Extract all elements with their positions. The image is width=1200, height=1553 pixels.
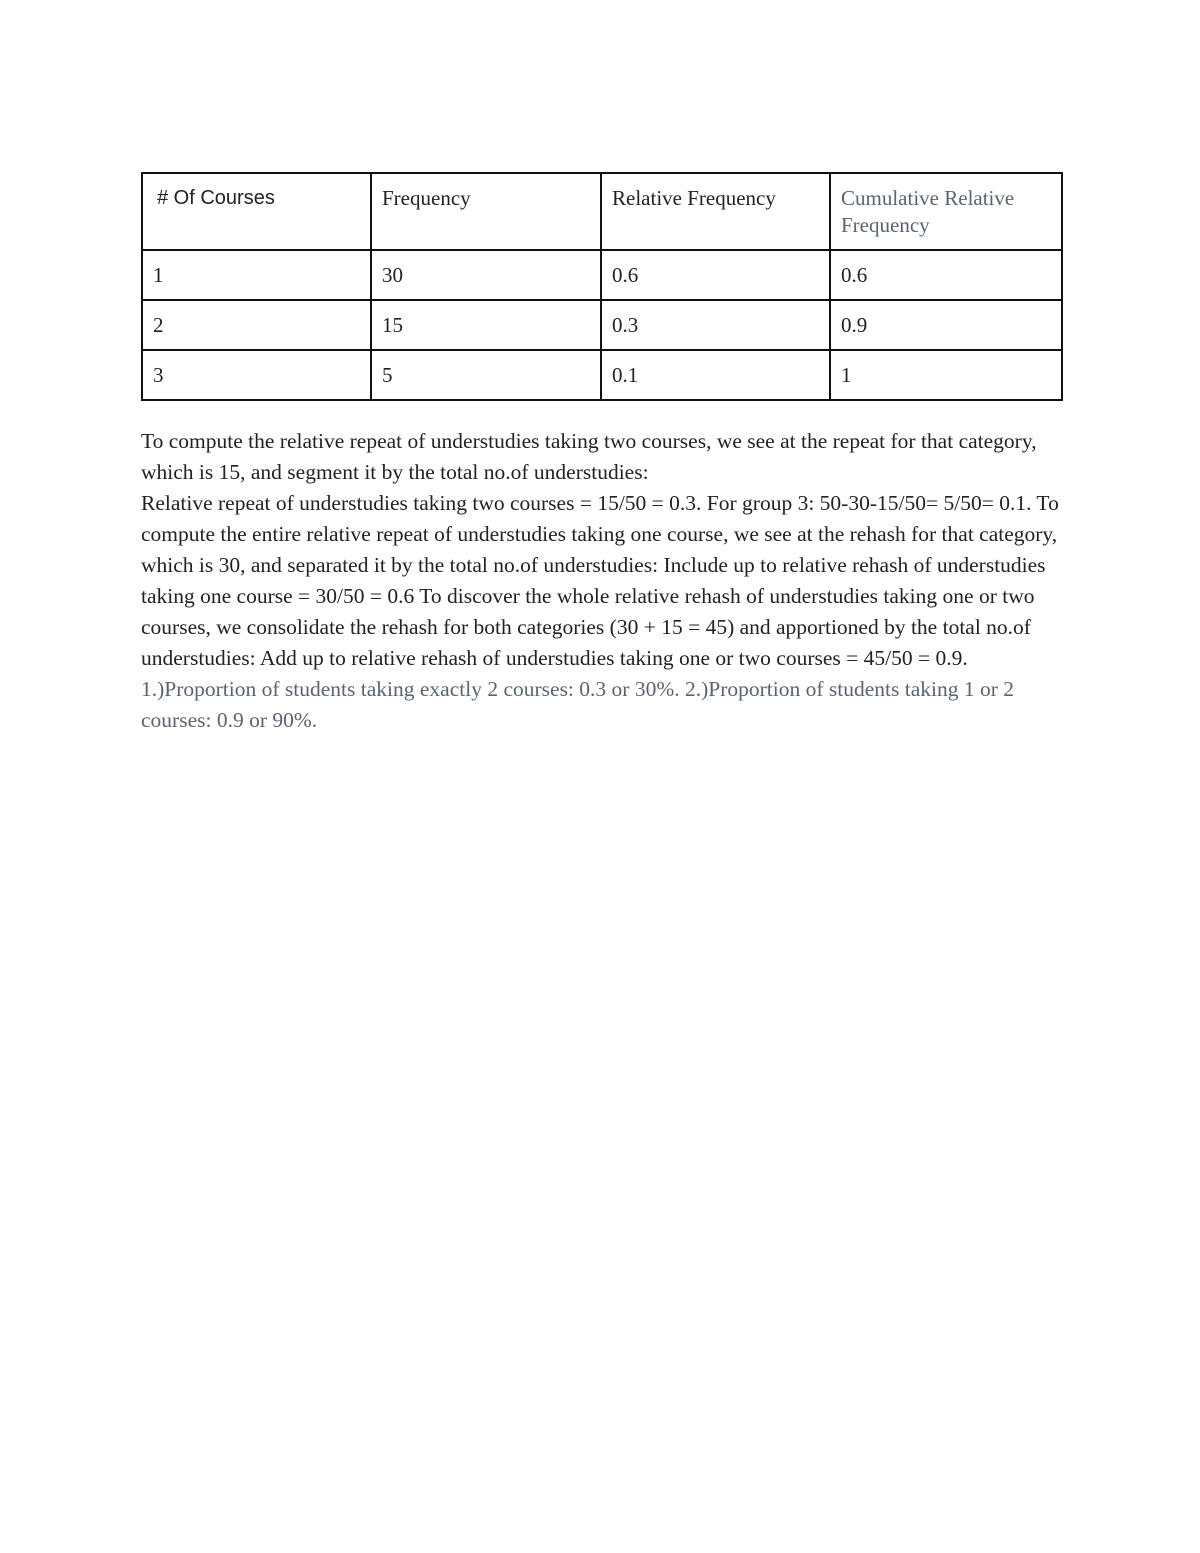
explanation-text [141, 426, 1066, 736]
table-cell: 1 [830, 350, 1062, 400]
header-courses: # Of Courses [142, 173, 371, 250]
table-row [142, 350, 1062, 400]
table-cell: 0.9 [830, 300, 1062, 350]
header-frequency: Frequency [371, 173, 601, 250]
table-cell: 0.3 [601, 300, 830, 350]
table-row [142, 300, 1062, 350]
explanation-paragraph-1: To compute the relative repeat of understudies taking two courses, we see at the repeat for that category, which is 15, and segment it by the total no.of understudies: [141, 429, 1037, 484]
table-cell: 0.1 [601, 350, 830, 400]
table-cell: 0.6 [830, 250, 1062, 300]
table-cell: 0.6 [601, 250, 830, 300]
table-cell: 5 [371, 350, 601, 400]
table-header-row [142, 173, 1062, 250]
header-cumulative-relative-frequency: Cumulative Relative Frequency [830, 173, 1062, 250]
explanation-body: Relative repeat of understudies taking two courses = 15/50 = 0.3. For group 3: 50-30-15/50= 5/50= 0.1. To compute the entire relative repeat of understudies taking one course, we see at the rehash for that category, which is 30, and separated it by the total no.of understudies: Include up to relative rehash of understudies taking one course = 30/50 = 0.6 To discover the whole relative rehash of understudies taking one or two courses, we consolidate the rehash for both categories (30 + 15 = 45) and apportioned by the total no.of understudies: Add up to relative rehash of understudies taking one or two courses = 45/50 = 0.9. [141, 491, 1059, 670]
table-cell: 2 [142, 300, 371, 350]
header-relative-frequency: Relative Frequency [601, 173, 830, 250]
table-cell: 15 [371, 300, 601, 350]
answers-text: 1.)Proportion of students taking exactly 2 courses: 0.3 or 30%. 2.)Proportion of students taking 1 or 2 courses: 0.9 or 90%. [141, 677, 1015, 732]
explanation-paragraph-2 [141, 488, 1066, 736]
table-cell: 30 [371, 250, 601, 300]
table-cell: 1 [142, 250, 371, 300]
table-row [142, 250, 1062, 300]
frequency-table [141, 172, 1063, 401]
table-cell: 3 [142, 350, 371, 400]
